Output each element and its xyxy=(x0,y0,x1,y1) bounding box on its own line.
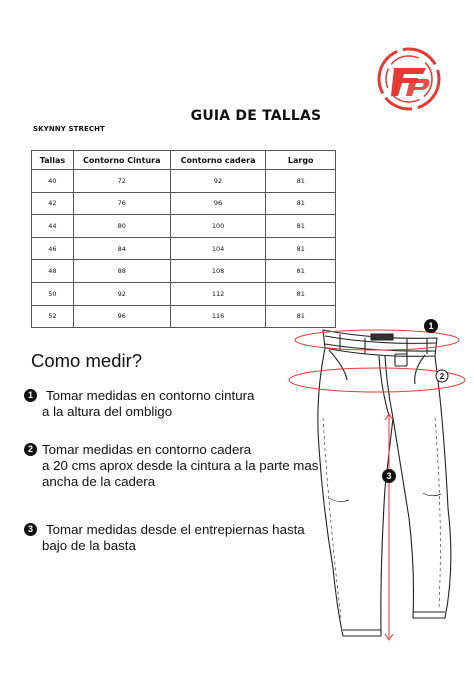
svg-text:3: 3 xyxy=(386,471,392,481)
table-row xyxy=(32,192,336,215)
table-cell: 48 xyxy=(32,260,74,283)
table-cell: 92 xyxy=(170,170,266,193)
column-header: Largo xyxy=(266,151,336,170)
table-cell: 96 xyxy=(73,305,170,328)
table-cell: 88 xyxy=(73,260,170,283)
table-cell: 104 xyxy=(170,237,266,260)
product-subtitle: SKYNNY STRECHT xyxy=(33,125,105,133)
brand-logo-icon xyxy=(376,46,442,112)
size-table xyxy=(31,150,336,328)
svg-text:2: 2 xyxy=(439,372,445,381)
table-cell: 81 xyxy=(266,170,336,193)
table-cell: 116 xyxy=(170,305,266,328)
marker-3-icon xyxy=(382,469,396,483)
table-cell: 112 xyxy=(170,282,266,305)
table-cell: 76 xyxy=(73,192,170,215)
table-cell: 81 xyxy=(266,260,336,283)
table-cell: 44 xyxy=(32,215,74,238)
table-cell: 100 xyxy=(170,215,266,238)
table-cell: 81 xyxy=(266,237,336,260)
table-header-row xyxy=(32,151,336,170)
table-cell: 81 xyxy=(266,282,336,305)
step-number-badge: 2 xyxy=(24,443,37,456)
table-row xyxy=(32,260,336,283)
table-cell: 42 xyxy=(32,192,74,215)
svg-text:1: 1 xyxy=(428,321,434,331)
table-cell: 81 xyxy=(266,305,336,328)
marker-2-icon xyxy=(436,370,448,382)
column-header: Contorno Cintura xyxy=(73,151,170,170)
table-cell: 108 xyxy=(170,260,266,283)
pants-measurement-diagram xyxy=(285,318,474,658)
instructions-title: Como medir? xyxy=(31,350,143,371)
table-cell: 84 xyxy=(73,237,170,260)
step-text: ancha de la cadera xyxy=(42,474,156,489)
step-text: bajo de la basta xyxy=(42,538,136,553)
table-cell: 40 xyxy=(32,170,74,193)
step-text: Tomar medidas en contorno cintura xyxy=(46,388,255,403)
step-text: Tomar medidas en contorno cadera xyxy=(42,442,252,457)
column-header: Tallas xyxy=(32,151,74,170)
marker-1-icon xyxy=(424,319,438,333)
table-row xyxy=(32,237,336,260)
table-cell: 80 xyxy=(73,215,170,238)
step-text: Tomar medidas desde el entrepiernas hasta xyxy=(46,522,305,537)
table-row xyxy=(32,282,336,305)
table-cell: 81 xyxy=(266,215,336,238)
column-header: Contorno cadera xyxy=(170,151,266,170)
step-text: a la altura del ombligo xyxy=(42,404,173,419)
step-number-badge: 3 xyxy=(24,523,37,536)
table-row xyxy=(32,170,336,193)
step-text: a 20 cms aprox desde la cintura a la parte mas xyxy=(42,458,319,473)
table-cell: 81 xyxy=(266,192,336,215)
table-row xyxy=(32,215,336,238)
table-cell: 46 xyxy=(32,237,74,260)
table-cell: 72 xyxy=(73,170,170,193)
table-cell: 92 xyxy=(73,282,170,305)
table-cell: 50 xyxy=(32,282,74,305)
table-cell: 96 xyxy=(170,192,266,215)
step-number-badge: 1 xyxy=(24,389,37,402)
page-title: GUIA DE TALLAS xyxy=(190,108,322,124)
table-cell: 52 xyxy=(32,305,74,328)
